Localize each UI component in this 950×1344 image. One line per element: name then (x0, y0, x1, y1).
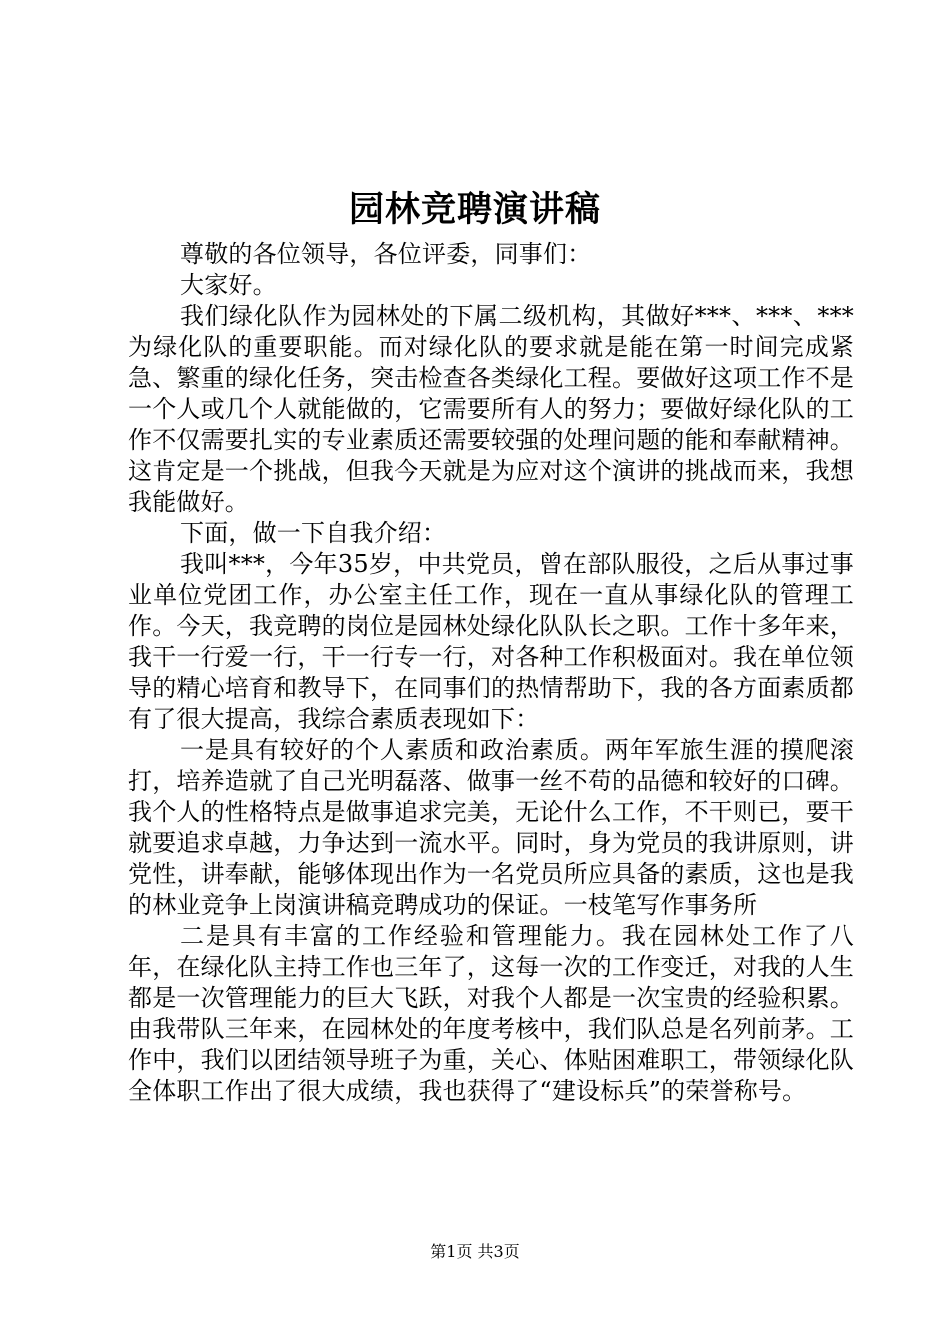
paragraph-self-intro-lead: 下面，做一下自我介绍： (180, 519, 447, 547)
paragraph-self-intro: 我叫***，今年35岁，中共党员，曾在部队服役，之后从事过事业单位党团工作，办公室主任工作，现在一直从事绿化队的管理工作。今天，我竞聘的岗位是园林处绿化队队长之职。工作十多年来，我干一行爱一行，干一行专一行，对各种工作积极面对。我在单位领导的精心培育和教导下，在同事们的热情帮助下，我的各方面素质都有了很大提高，我综合素质表现如下： (128, 550, 854, 733)
paragraph-intro: 我们绿化队作为园林处的下属二级机构，其做好***、***、***为绿化队的重要职能。而对绿化队的要求就是能在第一时间完成紧急、繁重的绿化任务，突击检查各类绿化工程。要做好这项工作不是一个人或几个人就能做的，它需要所有人的努力；要做好绿化队的工作不仅需要扎实的专业素质还需要较强的处理问题的能和奉献精神。这肯定是一个挑战，但我今天就是为应对这个演讲的挑战而来，我想我能做好。 (128, 302, 854, 516)
paragraph-salutation: 尊敬的各位领导，各位评委，同事们： (180, 240, 592, 268)
paragraph-point-one: 一是具有较好的个人素质和政治素质。两年军旅生涯的摸爬滚打，培养造就了自己光明磊落、做事一丝不苟的品德和较好的口碑。我个人的性格特点是做事追求完美，无论什么工作，不干则已，要干就要追求卓越，力争达到一流水平。同时，身为党员的我讲原则，讲党性，讲奉献，能够体现出作为一名党员所应具备的素质，这也是我的林业竞争上岗演讲稿竞聘成功的保证。一枝笔写作事务所 (128, 736, 854, 919)
document-body (128, 239, 854, 1107)
document-title: 园林竞聘演讲稿 (348, 189, 601, 230)
page-number-footer: 第1页 共3页 (430, 1242, 520, 1261)
paragraph-greeting: 大家好。 (180, 271, 277, 299)
paragraph-point-two: 二是具有丰富的工作经验和管理能力。我在园林处工作了八年，在绿化队主持工作也三年了，这每一次的工作变迁，对我的人生都是一次管理能力的巨大飞跃，对我个人都是一次宝贵的经验积累。由我带队三年来，在园林处的年度考核中，我们队总是名列前茅。工作中，我们以团结领导班子为重，关心、体贴困难职工，带领绿化队全体职工作出了很大成绩，我也获得了“建设标兵”的荣誉称号。 (128, 922, 854, 1105)
